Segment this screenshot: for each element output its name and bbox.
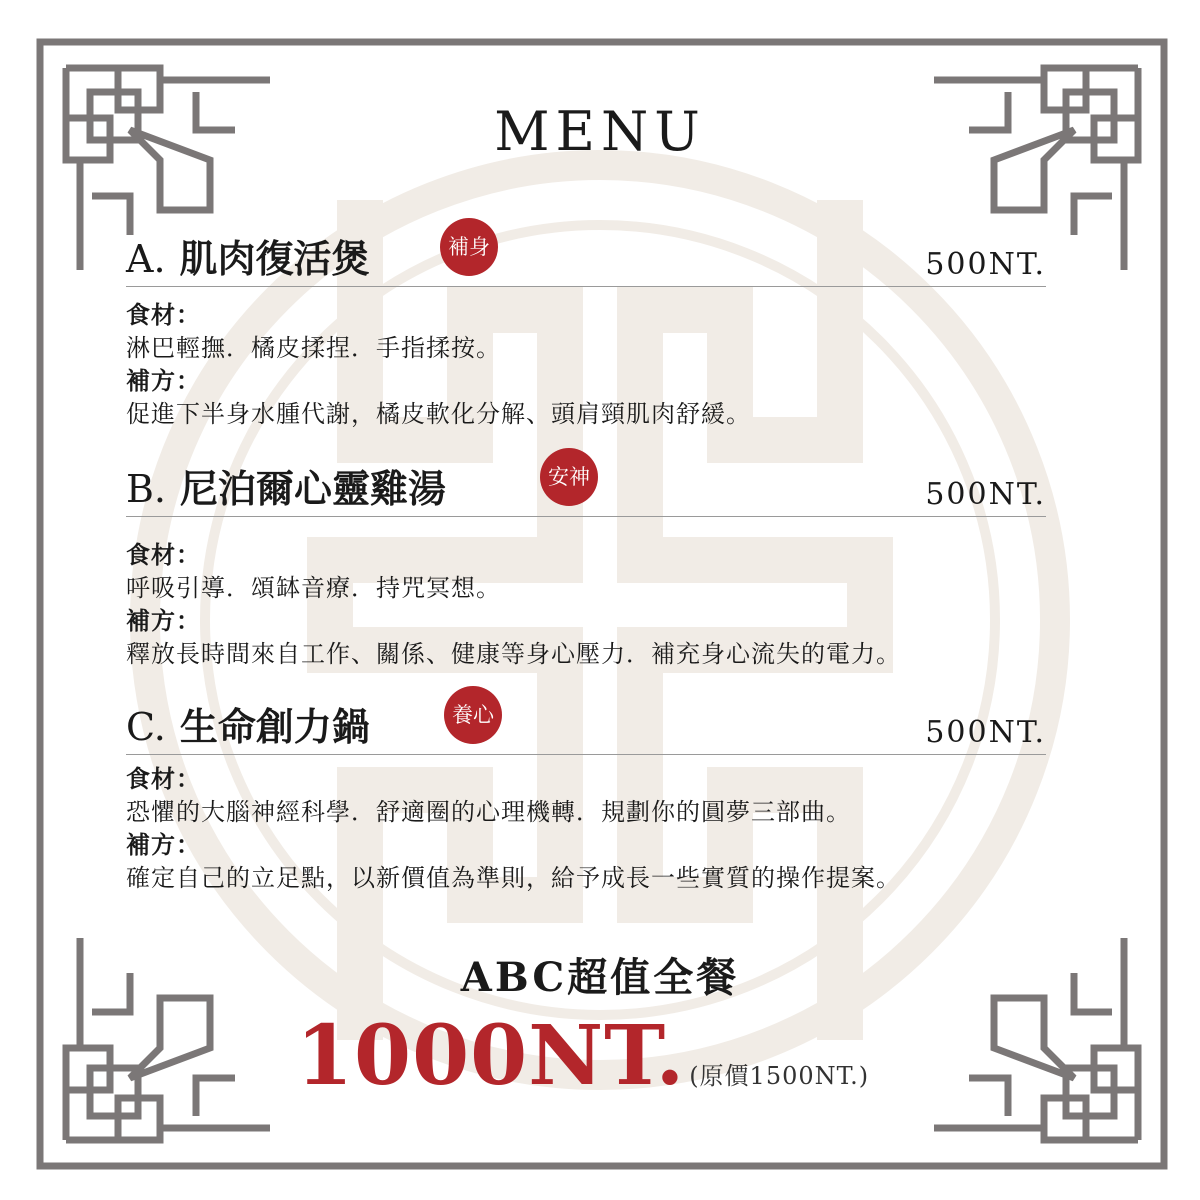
benefits-text: 確定自己的立足點，以新價值為準則，給予成長一些實質的操作提案。 xyxy=(126,864,901,892)
item-title: 肌肉復活煲 xyxy=(179,236,370,281)
item-details xyxy=(126,299,1046,431)
item-header xyxy=(126,700,1046,755)
item-badge: 養心 xyxy=(444,686,502,744)
ingredients-text: 淋巴輕撫．橘皮揉捏．手指揉按。 xyxy=(126,334,501,362)
item-header xyxy=(126,232,1046,287)
item-badge: 補身 xyxy=(440,218,498,276)
combo-original-price: (原價1500NT.) xyxy=(689,1062,870,1090)
menu-title: MENU xyxy=(494,100,706,163)
item-price: 500NT. xyxy=(925,247,1046,282)
item-name xyxy=(126,232,370,286)
item-title: 生命創力鍋 xyxy=(179,704,370,749)
benefits-text: 促進下半身水腫代謝，橘皮軟化分解、頭肩頸肌肉舒緩。 xyxy=(126,400,751,428)
ingredients-label: 食材： xyxy=(126,765,201,793)
item-name xyxy=(126,462,446,516)
item-header xyxy=(126,462,1046,517)
benefits-label: 補方： xyxy=(126,367,201,395)
item-price: 500NT. xyxy=(925,477,1046,512)
item-badge: 安神 xyxy=(540,448,598,506)
combo-title: ABC超值全餐 xyxy=(460,954,740,1001)
ingredients-label: 食材： xyxy=(126,301,201,329)
item-details xyxy=(126,763,1046,895)
combo-price: 1000NT. xyxy=(296,1008,686,1104)
menu-item-c xyxy=(126,700,1046,895)
item-name xyxy=(126,700,370,754)
item-letter: B. xyxy=(126,467,167,511)
combo-price-row xyxy=(296,1008,870,1104)
benefits-label: 補方： xyxy=(126,831,201,859)
ingredients-text: 恐懼的大腦神經科學．舒適圈的心理機轉．規劃你的圓夢三部曲。 xyxy=(126,798,851,826)
ingredients-text: 呼吸引導．頌缽音療．持咒冥想。 xyxy=(126,574,501,602)
item-price: 500NT. xyxy=(925,715,1046,750)
benefits-text: 釋放長時間來自工作、關係、健康等身心壓力．補充身心流失的電力。 xyxy=(126,640,901,668)
menu-item-b xyxy=(126,462,1046,671)
benefits-label: 補方： xyxy=(126,607,201,635)
item-letter: A. xyxy=(126,237,166,281)
item-title: 尼泊爾心靈雞湯 xyxy=(180,466,447,511)
item-letter: C. xyxy=(126,705,166,749)
ingredients-label: 食材： xyxy=(126,541,201,569)
menu-item-a xyxy=(126,232,1046,431)
item-details xyxy=(126,539,1046,671)
